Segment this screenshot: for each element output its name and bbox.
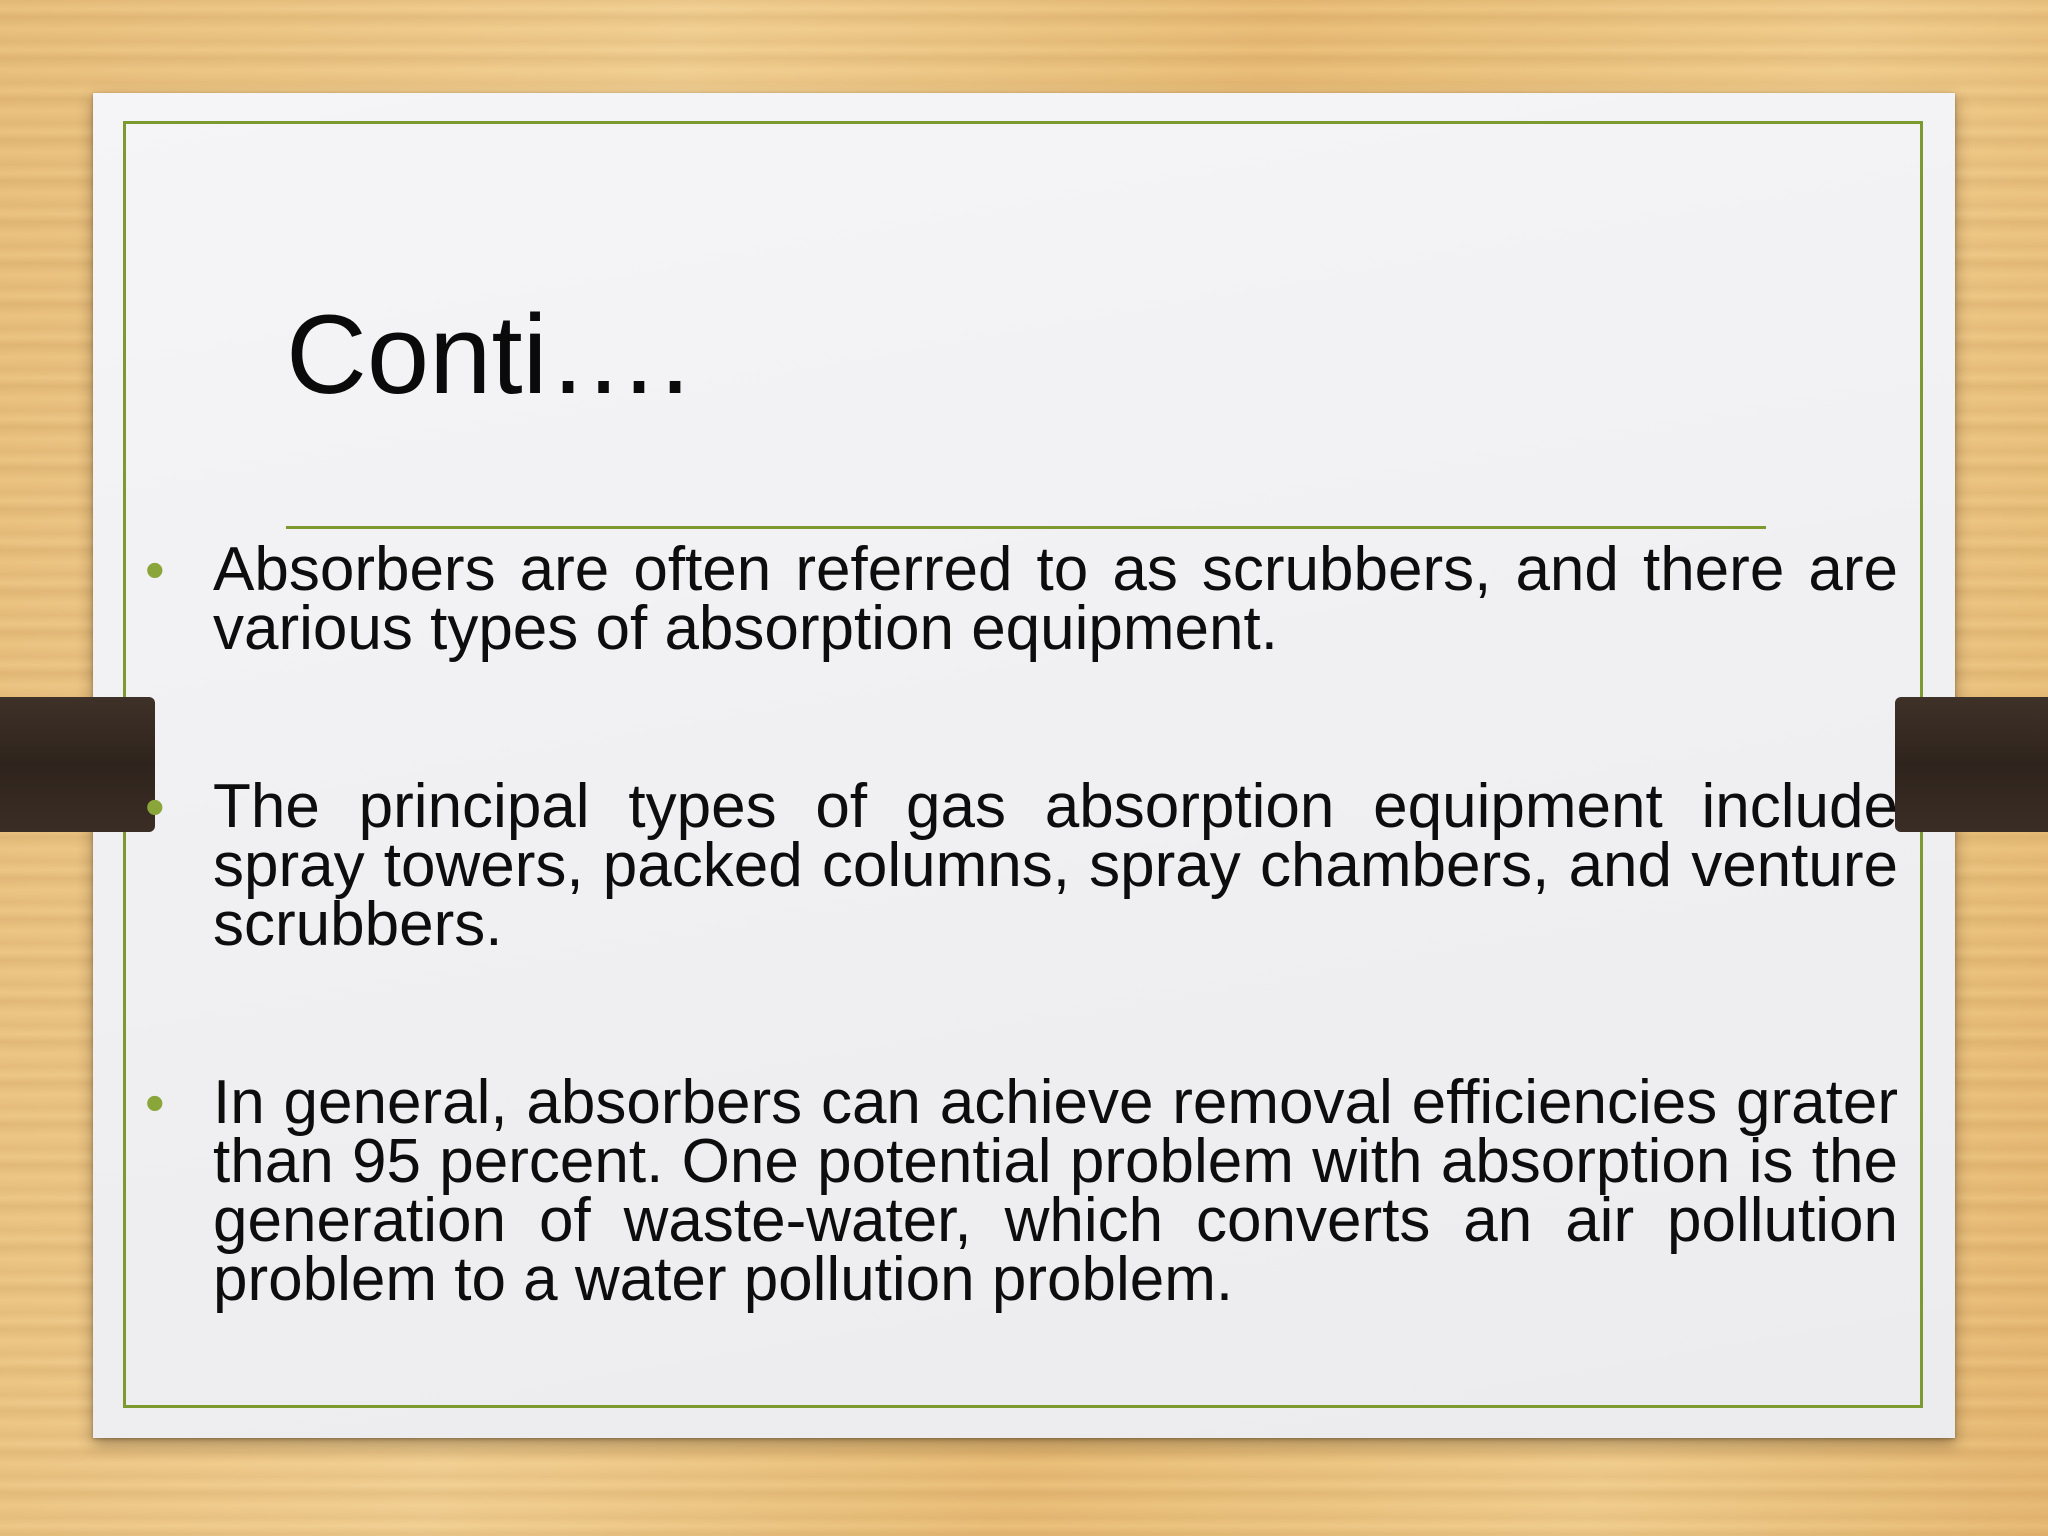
title-divider — [286, 526, 1766, 529]
bullet-icon: • — [145, 1071, 165, 1134]
bullet-icon: • — [145, 538, 165, 601]
bullet-item — [145, 1068, 1898, 1314]
bullet-text: In general, absorbers can achieve removal efficiencies grater than 95 percent. One potential problem with absorption is the generation of waste-water, which converts an air pollution problem to a water pollution problem. — [213, 1068, 1898, 1314]
right-binder-clip — [1895, 697, 2048, 832]
slide-title: Conti…. — [286, 292, 691, 417]
left-binder-clip — [0, 697, 155, 832]
bullet-item — [145, 535, 1898, 663]
bullet-text: The principal types of gas absorption equipment include spray towers, packed columns, spray chambers, and venture scrubbers. — [213, 772, 1898, 959]
bullet-text: Absorbers are often referred to as scrubbers, and there are various types of absorption equipment. — [213, 535, 1898, 663]
bullet-icon: • — [145, 775, 165, 838]
bullet-item — [145, 772, 1898, 959]
bullet-list — [145, 535, 1898, 1314]
